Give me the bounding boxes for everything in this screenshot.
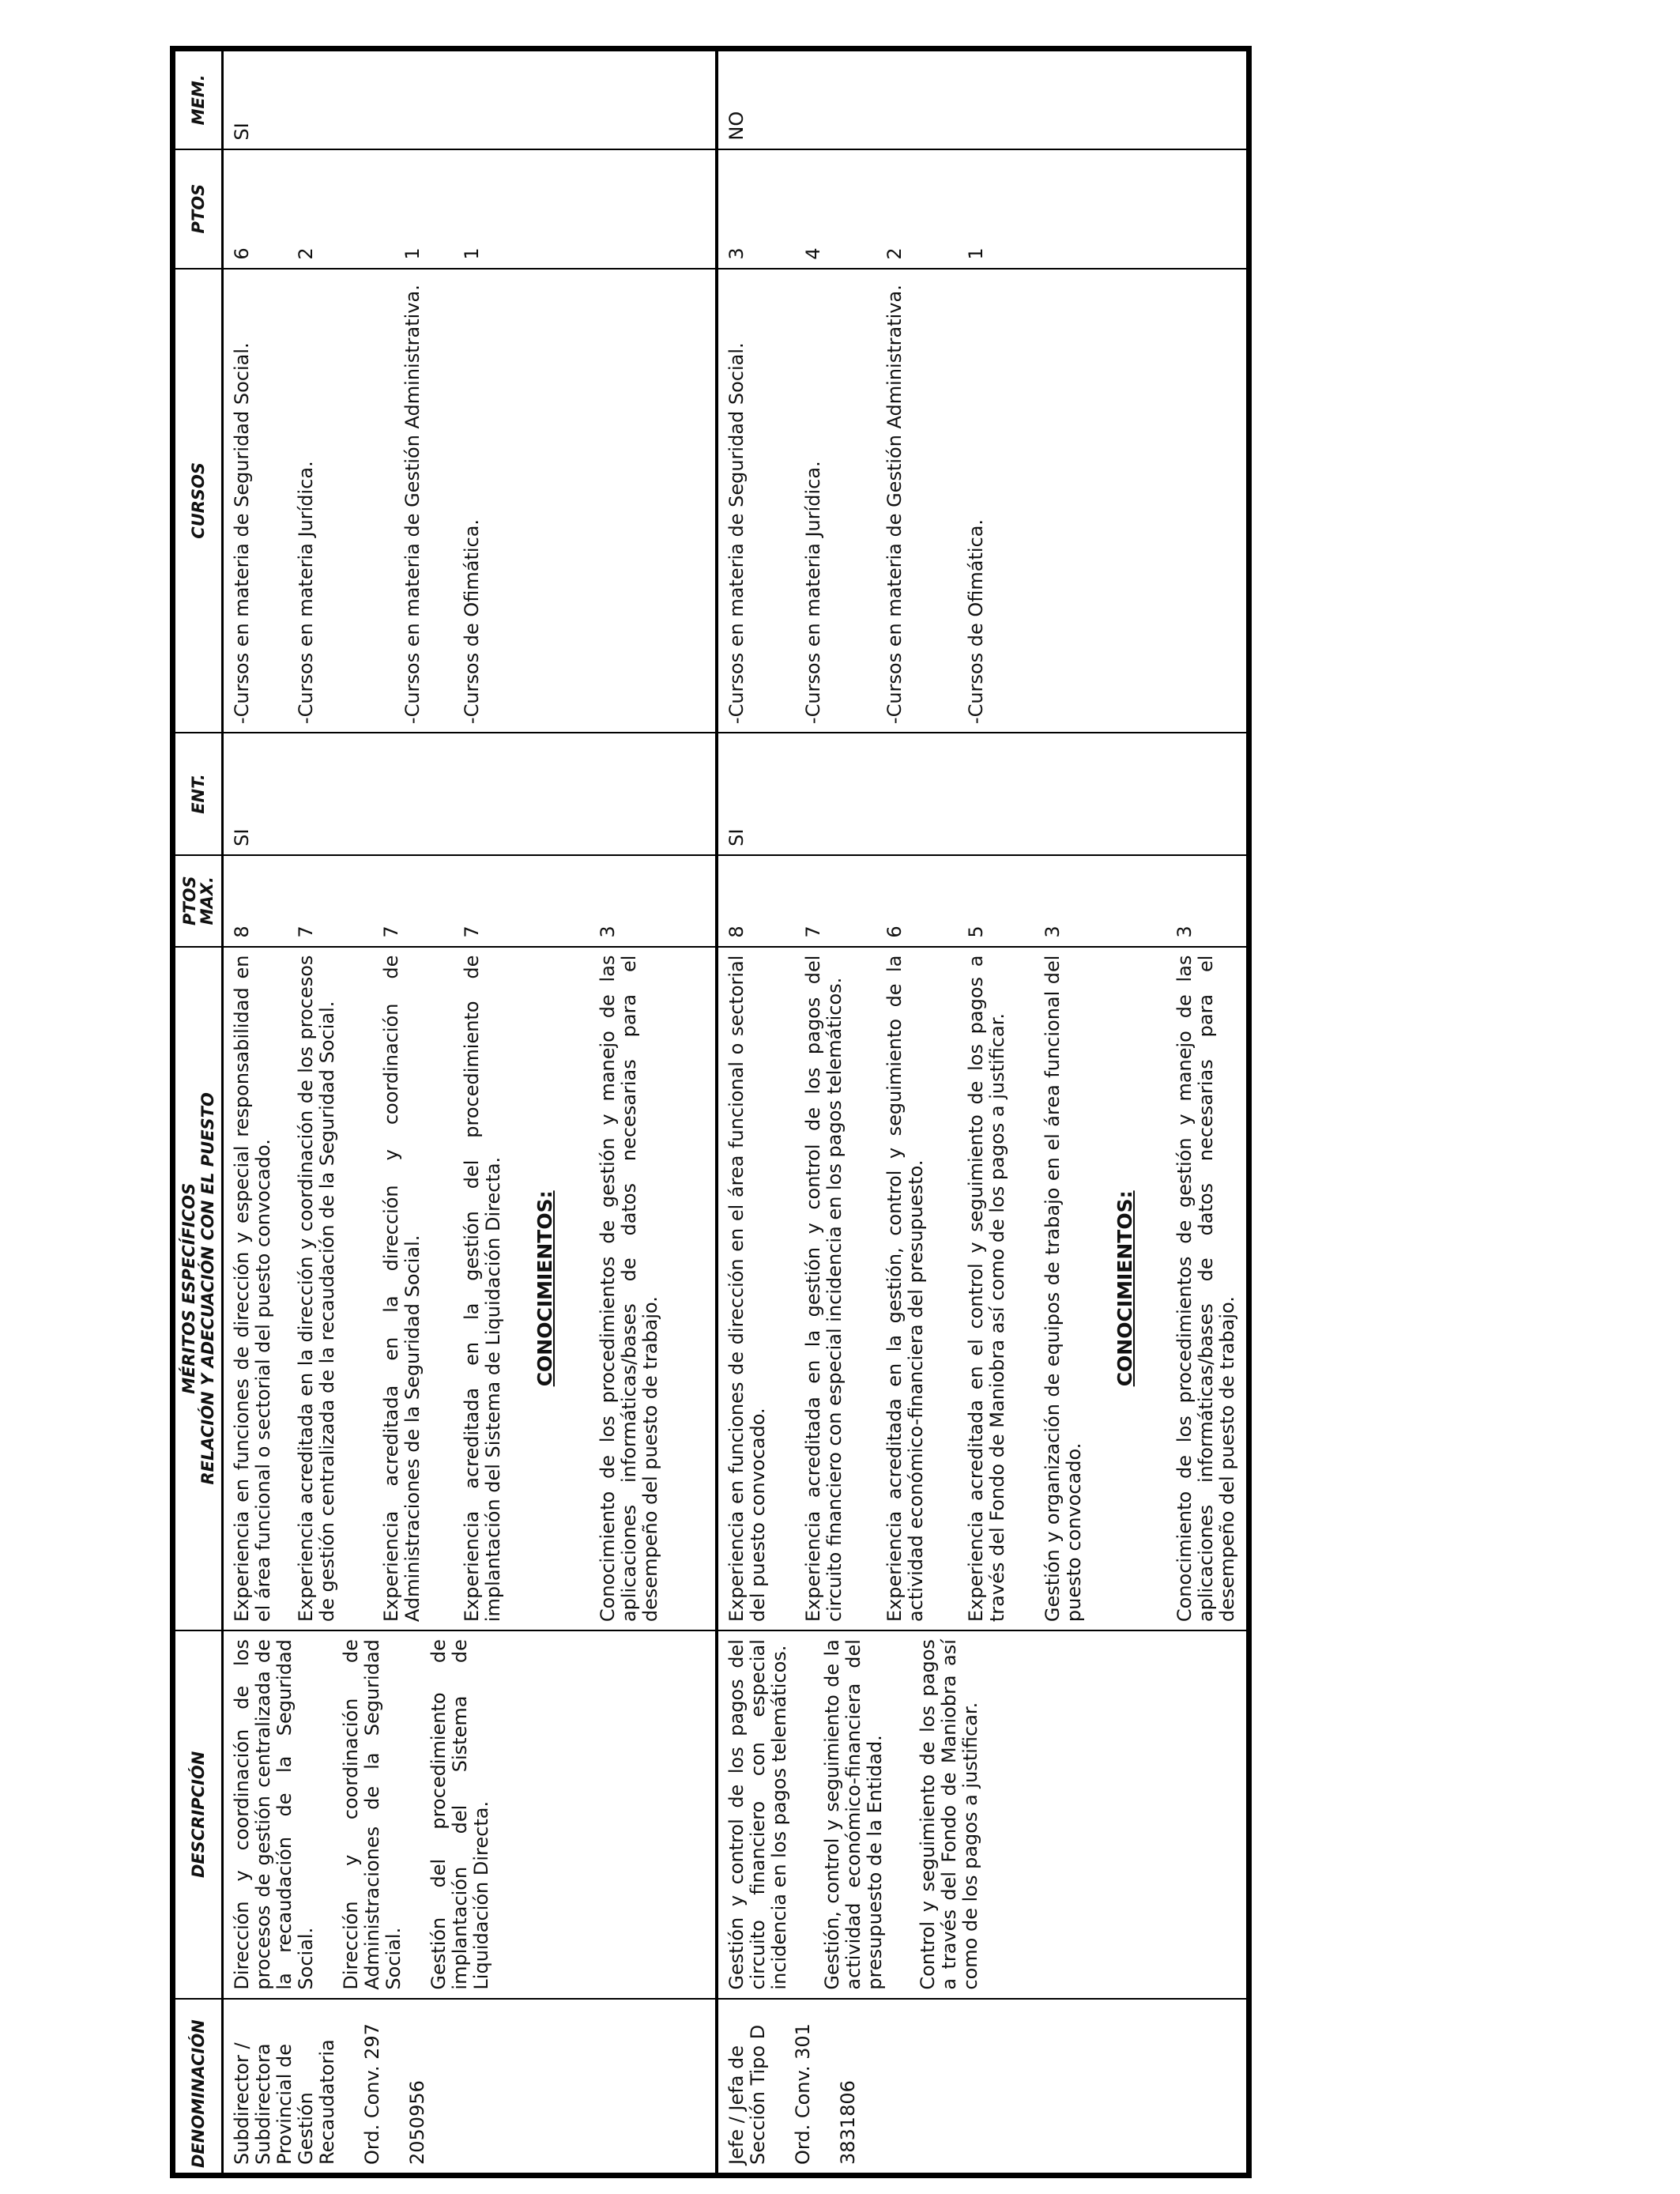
- cell-meritos: [223, 947, 718, 1631]
- course-points: 4: [802, 247, 824, 260]
- header-meritos-line1: MÉRITOS ESPECÍFICOS: [179, 1182, 198, 1394]
- merit-max-points: 8: [725, 925, 748, 938]
- course-points: 3: [725, 247, 748, 260]
- merit-item: Experiencia en funciones de dirección y especial responsabilidad en el área funcional o sectorial del puesto convocado.: [231, 955, 274, 1623]
- course-item: -Cursos en materia de Seguridad Social.: [725, 342, 748, 725]
- merit-item: Experiencia acreditada en el control y seguimiento de los pagos a través del Fondo de Maniobra así como de los pagos a justificar.: [965, 955, 1008, 1623]
- merit-max-points: 6: [883, 925, 906, 938]
- course-item: -Cursos de Ofimática.: [965, 518, 987, 725]
- course-points: 1: [461, 247, 483, 260]
- merit-max-points: 5: [965, 925, 987, 938]
- course-points: 6: [231, 247, 253, 260]
- header-mem: MEM.: [173, 49, 223, 149]
- course-item: -Cursos en materia Jurídica.: [295, 461, 317, 725]
- knowledge-item: Conocimiento de los procedimientos de gestión y manejo de las aplicaciones informáticas/bases de datos necesarias para el desempeño del puesto de trabajo.: [1173, 955, 1238, 1623]
- cell-ent: SI: [223, 733, 718, 855]
- course-points: 1: [401, 247, 424, 260]
- merit-max-points: 7: [295, 925, 317, 938]
- course-points: 1: [965, 247, 987, 260]
- merit-item: Experiencia en funciones de dirección en el área funcional o sectorial del puesto convocado.: [725, 955, 769, 1623]
- header-row: [173, 49, 223, 2176]
- header-descripcion: DESCRIPCIÓN: [173, 1630, 223, 1998]
- header-ptos: PTOS: [173, 149, 223, 269]
- job-positions-table: [170, 46, 1252, 2178]
- cell-meritos: [717, 947, 1249, 1631]
- cell-ent: SI: [717, 733, 1249, 855]
- course-points: 2: [295, 247, 317, 260]
- knowledge-max-points: 3: [1173, 925, 1196, 938]
- merit-item: Experiencia acreditada en la dirección y coordinación de los procesos de gestión centralizada de la recaudación de la Seguridad Social.: [295, 955, 338, 1623]
- merit-item: Experiencia acreditada en la gestión y control de los pagos del circuito financiero con especial incidencia en los pagos telemáticos.: [802, 955, 846, 1623]
- header-ptos-max-line1: PTOS: [180, 876, 199, 926]
- header-meritos: [173, 947, 223, 1631]
- cell-ptos-max: [223, 855, 718, 947]
- position-conv: Ord. Conv. 301: [792, 2023, 814, 2165]
- header-cursos: CURSOS: [173, 269, 223, 733]
- description-item: Control y seguimiento de los pagos a través del Fondo de Maniobra así como de los pagos a justificar.: [917, 1639, 981, 1990]
- knowledge-heading: CONOCIMIENTOS:: [533, 1190, 556, 1387]
- merit-max-points: 8: [231, 925, 253, 938]
- table-row: [223, 49, 718, 2176]
- cell-denominacion: [223, 1999, 718, 2176]
- cell-cursos: [223, 269, 718, 733]
- description-item: Dirección y coordinación de Administraciones de la Seguridad Social.: [340, 1639, 405, 1990]
- description-item: Gestión del procedimiento de implantación del Sistema de Liquidación Directa.: [428, 1639, 492, 1990]
- knowledge-heading: CONOCIMIENTOS:: [1113, 1190, 1136, 1387]
- merit-item: Experiencia acreditada en la gestión, control y seguimiento de la actividad económico-financiera del presupuesto.: [883, 955, 927, 1623]
- merit-max-points: 3: [1042, 925, 1064, 938]
- cell-ptos: [223, 149, 718, 269]
- header-denominacion: DENOMINACIÓN: [173, 1999, 223, 2176]
- merit-max-points: 7: [802, 925, 824, 938]
- merit-item: Experiencia acreditada en la gestión del procedimiento de implantación del Sistema de Liquidación Directa.: [461, 955, 504, 1623]
- merit-item: Experiencia acreditada en la dirección y coordinación de Administraciones de la Seguridad Social.: [380, 955, 424, 1623]
- position-title: Subdirector / Subdirectora Provincial de Gestión Recaudatoria: [231, 2039, 338, 2165]
- knowledge-max-points: 3: [597, 925, 619, 938]
- header-meritos-line2: RELACIÓN Y ADECUACIÓN CON EL PUESTO: [198, 1092, 217, 1485]
- description-item: Gestión, control y seguimiento de la actividad económico-financiera del presupuesto de la Entidad.: [821, 1639, 886, 1990]
- position-conv: Ord. Conv. 297: [361, 2023, 383, 2165]
- cell-descripcion: [223, 1630, 718, 1998]
- merit-item: Gestión y organización de equipos de trabajo en el área funcional del puesto convocado.: [1042, 955, 1085, 1623]
- course-item: -Cursos en materia de Gestión Administrativa.: [883, 285, 906, 725]
- description-item: Gestión y control de los pagos del circuito financiero con especial incidencia en los pagos telemáticos.: [725, 1639, 790, 1990]
- course-item: -Cursos en materia Jurídica.: [802, 461, 824, 725]
- cell-mem: NO: [717, 49, 1249, 149]
- cell-ptos-max: [717, 855, 1249, 947]
- description-item: Dirección y coordinación de los procesos de gestión centralizada de la recaudación de la Seguridad Social.: [231, 1639, 317, 1990]
- position-title: Jefe / Jefa de Sección Tipo D: [725, 2024, 769, 2165]
- course-item: -Cursos de Ofimática.: [461, 518, 483, 725]
- position-code: 2050956: [406, 2080, 428, 2165]
- cell-ptos: [717, 149, 1249, 269]
- cell-descripcion: [717, 1630, 1249, 1998]
- cell-mem: SI: [223, 49, 718, 149]
- course-item: -Cursos en materia de Gestión Administrativa.: [401, 285, 424, 725]
- position-code: 3831806: [837, 2080, 859, 2165]
- header-ptos-max-line2: MAX.: [198, 876, 217, 925]
- cell-denominacion: [717, 1999, 1249, 2176]
- table-row: [717, 49, 1249, 2176]
- knowledge-item: Conocimiento de los procedimientos de gestión y manejo de las aplicaciones informáticas/bases de datos necesarias para el desempeño del puesto de trabajo.: [597, 955, 661, 1623]
- header-ent: ENT.: [173, 733, 223, 855]
- course-item: -Cursos en materia de Seguridad Social.: [231, 342, 253, 725]
- course-points: 2: [883, 247, 906, 260]
- cell-cursos: [717, 269, 1249, 733]
- merit-max-points: 7: [380, 925, 402, 938]
- merit-max-points: 7: [461, 925, 483, 938]
- header-ptos-max: [173, 855, 223, 947]
